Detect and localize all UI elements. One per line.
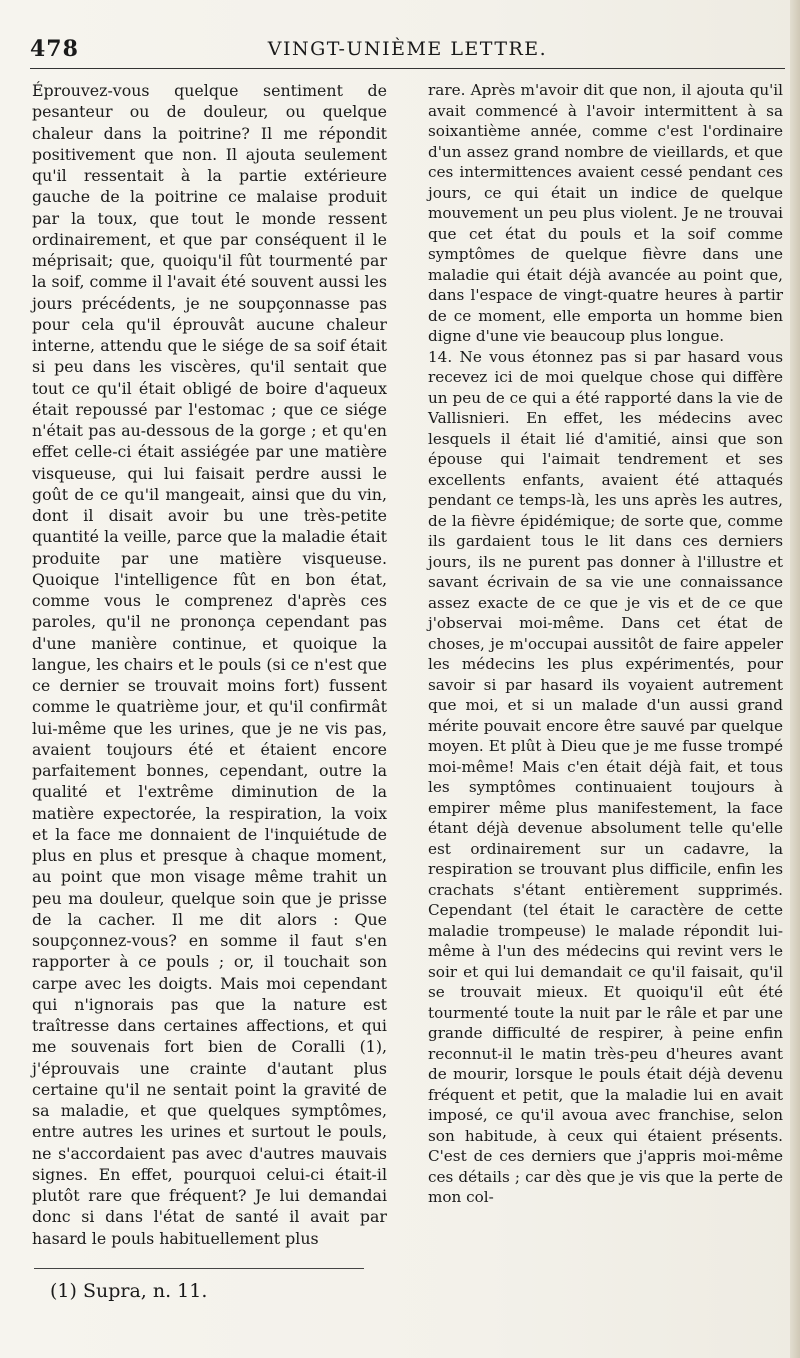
paragraph: rare. Après m'avoir dit que non, il ajouta qu'il avait commencé à l'avoir intermittent à sa soixantième année, comme c'est l'ordinaire d'un assez grand nombre de vieillards, et que ces intermittences avaient cessé pendant ces jours, ce qui était un indice de quelque mouvement un peu plus violent. Je ne trouvai que cet état du pouls et la soif comme symptômes de quelque fièvre dans une maladie qui était déjà avancée au point que, dans l'espace de vingt-quatre heures à partir de ce moment, elle emporta un homme bien digne d'une vie beaucoup plus longue. — [428, 81, 783, 345]
header-rule — [30, 68, 785, 69]
footnote: (1) Supra, n. 11. — [50, 1280, 208, 1302]
running-head: VINGT-UNIÈME LETTRE. — [267, 38, 548, 60]
footnote-rule — [34, 1268, 364, 1269]
page-header — [30, 36, 785, 66]
left-column — [32, 80, 387, 1249]
paragraph: 14. Ne vous étonnez pas si par hasard vous recevez ici de moi quelque chose qui diffère un peu de ce qui a été rapporté dans la vie de Vallisnieri. En effet, les médecins avec lesquels il était lié d'amitié, ainsi que son épouse qui l'aimait tendrement et ses excellents enfants, avaient été attaqués pendant ce temps-là, les uns après les autres, de la fièvre épidémique; de sorte que, comme ils gardaient tous le lit dans ces derniers jours, ils ne purent pas donner à l'illustre et savant écrivain de sa vie une connaissance assez exacte de ce que je vis et de ce que j'observai moi-même. Dans cet état de choses, je m'occupai aussitôt de faire appeler les médecins les plus expérimentés, pour savoir si par hasard ils voyaient autrement que moi, et si un malade d'un aussi grand mérite pouvait encore être sauvé par quelque moyen. Et plût à Dieu que je me fusse trompé moi-même! Mais c'en était déjà fait, et tous les symptômes continuaient toujours à empirer même plus manifestement, la face étant déjà devenue absolument telle qu'elle est ordinairement sur un cadavre, la respiration se trouvant plus difficile, enfin les crachats s'étant entièrement supprimés. Cependant (tel était le caractère de cette maladie trompeuse) le malade répondit lui-même à l'un des médecins qui revint vers le soir et qui lui demandait ce qu'il faisait, qu'il se trouvait mieux. Et quoiqu'il eût été tourmenté toute la nuit par le râle et par une grande difficulté de respirer, à peine enfin reconnut-il le matin très-peu d'heures avant de mourir, lorsque le pouls était déjà devenu fréquent et petit, que la maladie lui en avait imposé, ce qu'il avoua avec franchise, selon son habitude, à ceux qui étaient présents. C'est de ces derniers que j'appris moi-même ces détails ; car dès que je vis que la perte de mon col- — [428, 347, 783, 1206]
page-edge — [790, 0, 800, 1358]
paragraph: Éprouvez-vous quelque sentiment de pesanteur ou de douleur, ou quelque chaleur dans la poitrine? Il me répondit positivement que non. Il ajouta seulement qu'il ressentait à la partie extérieure gauche de la poitrine ce malaise produit par la toux, que tout le monde ressent ordinairement, et que par conséquent il le méprisait; que, quoiqu'il fût tourmenté par la soif, comme il l'avait été souvent aussi les jours précédents, je ne soupçonnasse pas pour cela qu'il éprouvât aucune chaleur interne, attendu que le siége de sa soif était si peu dans les viscères, qu'il sentait que tout ce qu'il était obligé de boire d'aqueux était repoussé par l'estomac ; que ce siége n'était pas au-dessous de la gorge ; et qu'en effet celle-ci était assiégée par une matière visqueuse, qui lui faisait perdre aussi le goût de ce qu'il mangeait, ainsi que du vin, dont il disait avoir bu une très-petite quantité la veille, parce que la maladie était produite par une matière visqueuse. Quoique l'intelligence fût en bon état, comme vous le comprenez d'après ces paroles, qu'il ne prononça cependant pas d'une manière continue, et quoique la langue, les chairs et le pouls (si ce n'est que ce dernier se trouvait moins fort) fussent comme le quatrième jour, et qu'il confirmât lui-même que les urines, que je ne vis pas, avaient toujours été et étaient encore parfaitement bonnes, cependant, outre la qualité et l'extrême diminution de la matière expectorée, la respiration, la voix et la face me donnaient de l'inquiétude de plus en plus et presque à chaque moment, au point que mon visage même trahit un peu ma douleur, quelque soin que je prisse de la cacher. Il me dit alors : Que soupçonnez-vous? en somme il faut s'en rapporter à ce pouls ; or, il touchait son carpe avec les doigts. Mais moi cependant qui n'ignorais pas que la nature est traîtresse dans certaines affections, et qui me souvenais fort bien de Coralli (1), j'éprouvais une crainte d'autant plus certaine qu'il ne sentait point la gravité de sa maladie, et que quelques symptômes, entre autres les urines et surtout le pouls, ne s'accordaient pas avec d'autres mauvais signes. En effet, pourquoi celui-ci était-il plutôt rare que fréquent? Je lui demandai donc si dans l'état de santé il avait par hasard le pouls habituellement plus — [32, 81, 387, 1248]
page-number: 478 — [30, 36, 79, 62]
right-column — [428, 80, 783, 1208]
